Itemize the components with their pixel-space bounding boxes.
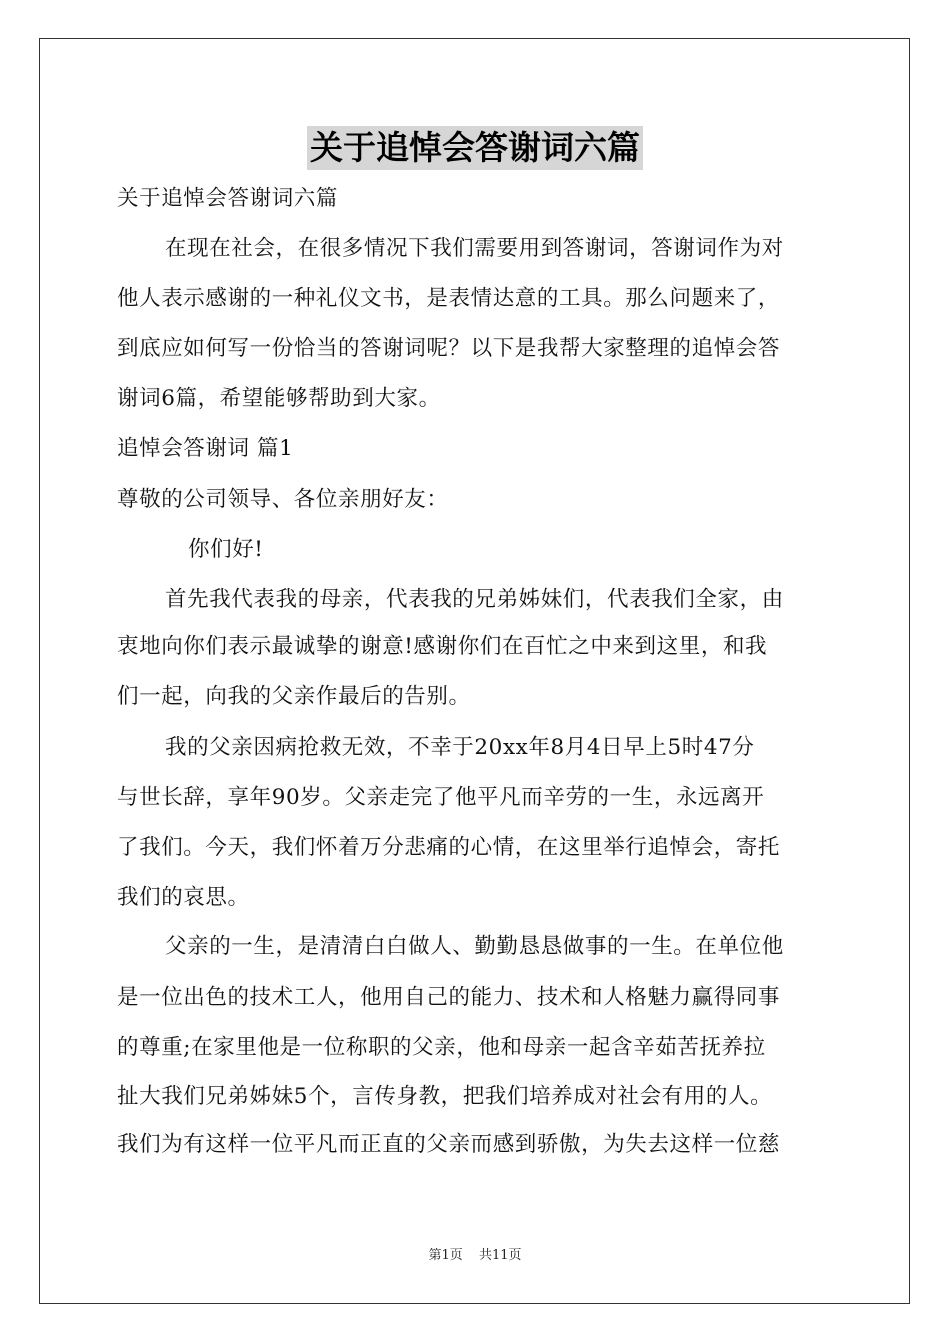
paragraph-line: 我们为有这样一位平凡而正直的父亲而感到骄傲，为失去这样一位慈 — [117, 1132, 781, 1157]
paragraph-line: 的尊重;在家里他是一位称职的父亲，他和母亲一起含辛茹苦抚养拉 — [117, 1035, 766, 1060]
document-title: 关于追悼会答谢词六篇 — [307, 126, 643, 170]
document-subtitle: 关于追悼会答谢词六篇 — [117, 186, 339, 211]
salutation: 尊敬的公司领导、各位亲朋好友： — [117, 487, 449, 512]
paragraph-line: 首先我代表我的母亲，代表我的兄弟姊妹们，代表我们全家，由 — [165, 587, 784, 612]
greeting: 你们好! — [188, 537, 264, 562]
paragraph-line: 衷地向你们表示最诚挚的谢意!感谢你们在百忙之中来到这里，和我 — [117, 634, 768, 659]
page-total: 共11页 — [478, 1248, 522, 1263]
paragraph-line: 们一起，向我的父亲作最后的告别。 — [117, 684, 471, 709]
page-footer — [0, 1247, 950, 1265]
paragraph-line: 扯大我们兄弟姊妹5个，言传身教，把我们培养成对社会有用的人。 — [117, 1084, 773, 1109]
page-border — [39, 38, 910, 1304]
title-area — [0, 126, 950, 170]
section-heading: 追悼会答谢词 篇1 — [117, 436, 294, 461]
paragraph-line: 父亲的一生，是清清白白做人、勤勤恳恳做事的一生。在单位他 — [165, 934, 784, 959]
intro-line: 谢词6篇，希望能够帮助到大家。 — [117, 386, 441, 411]
page-number: 第1页 — [428, 1248, 463, 1263]
paragraph-line: 我们的哀思。 — [117, 885, 250, 910]
intro-line: 他人表示感谢的一种礼仪文书，是表情达意的工具。那么问题来了， — [117, 286, 781, 311]
paragraph-line: 我的父亲因病抢救无效，不幸于20xx年8月4日早上5时47分 — [165, 735, 755, 760]
intro-line: 到底应如何写一份恰当的答谢词呢？以下是我帮大家整理的追悼会答 — [117, 336, 781, 361]
paragraph-line: 是一位出色的技术工人，他用自己的能力、技术和人格魅力赢得同事 — [117, 985, 781, 1010]
paragraph-line: 了我们。今天，我们怀着万分悲痛的心情，在这里举行追悼会，寄托 — [117, 835, 781, 860]
paragraph-line: 与世长辞，享年90岁。父亲走完了他平凡而辛劳的一生，永远离开 — [117, 785, 765, 810]
intro-line: 在现在社会，在很多情况下我们需要用到答谢词，答谢词作为对 — [165, 236, 784, 261]
